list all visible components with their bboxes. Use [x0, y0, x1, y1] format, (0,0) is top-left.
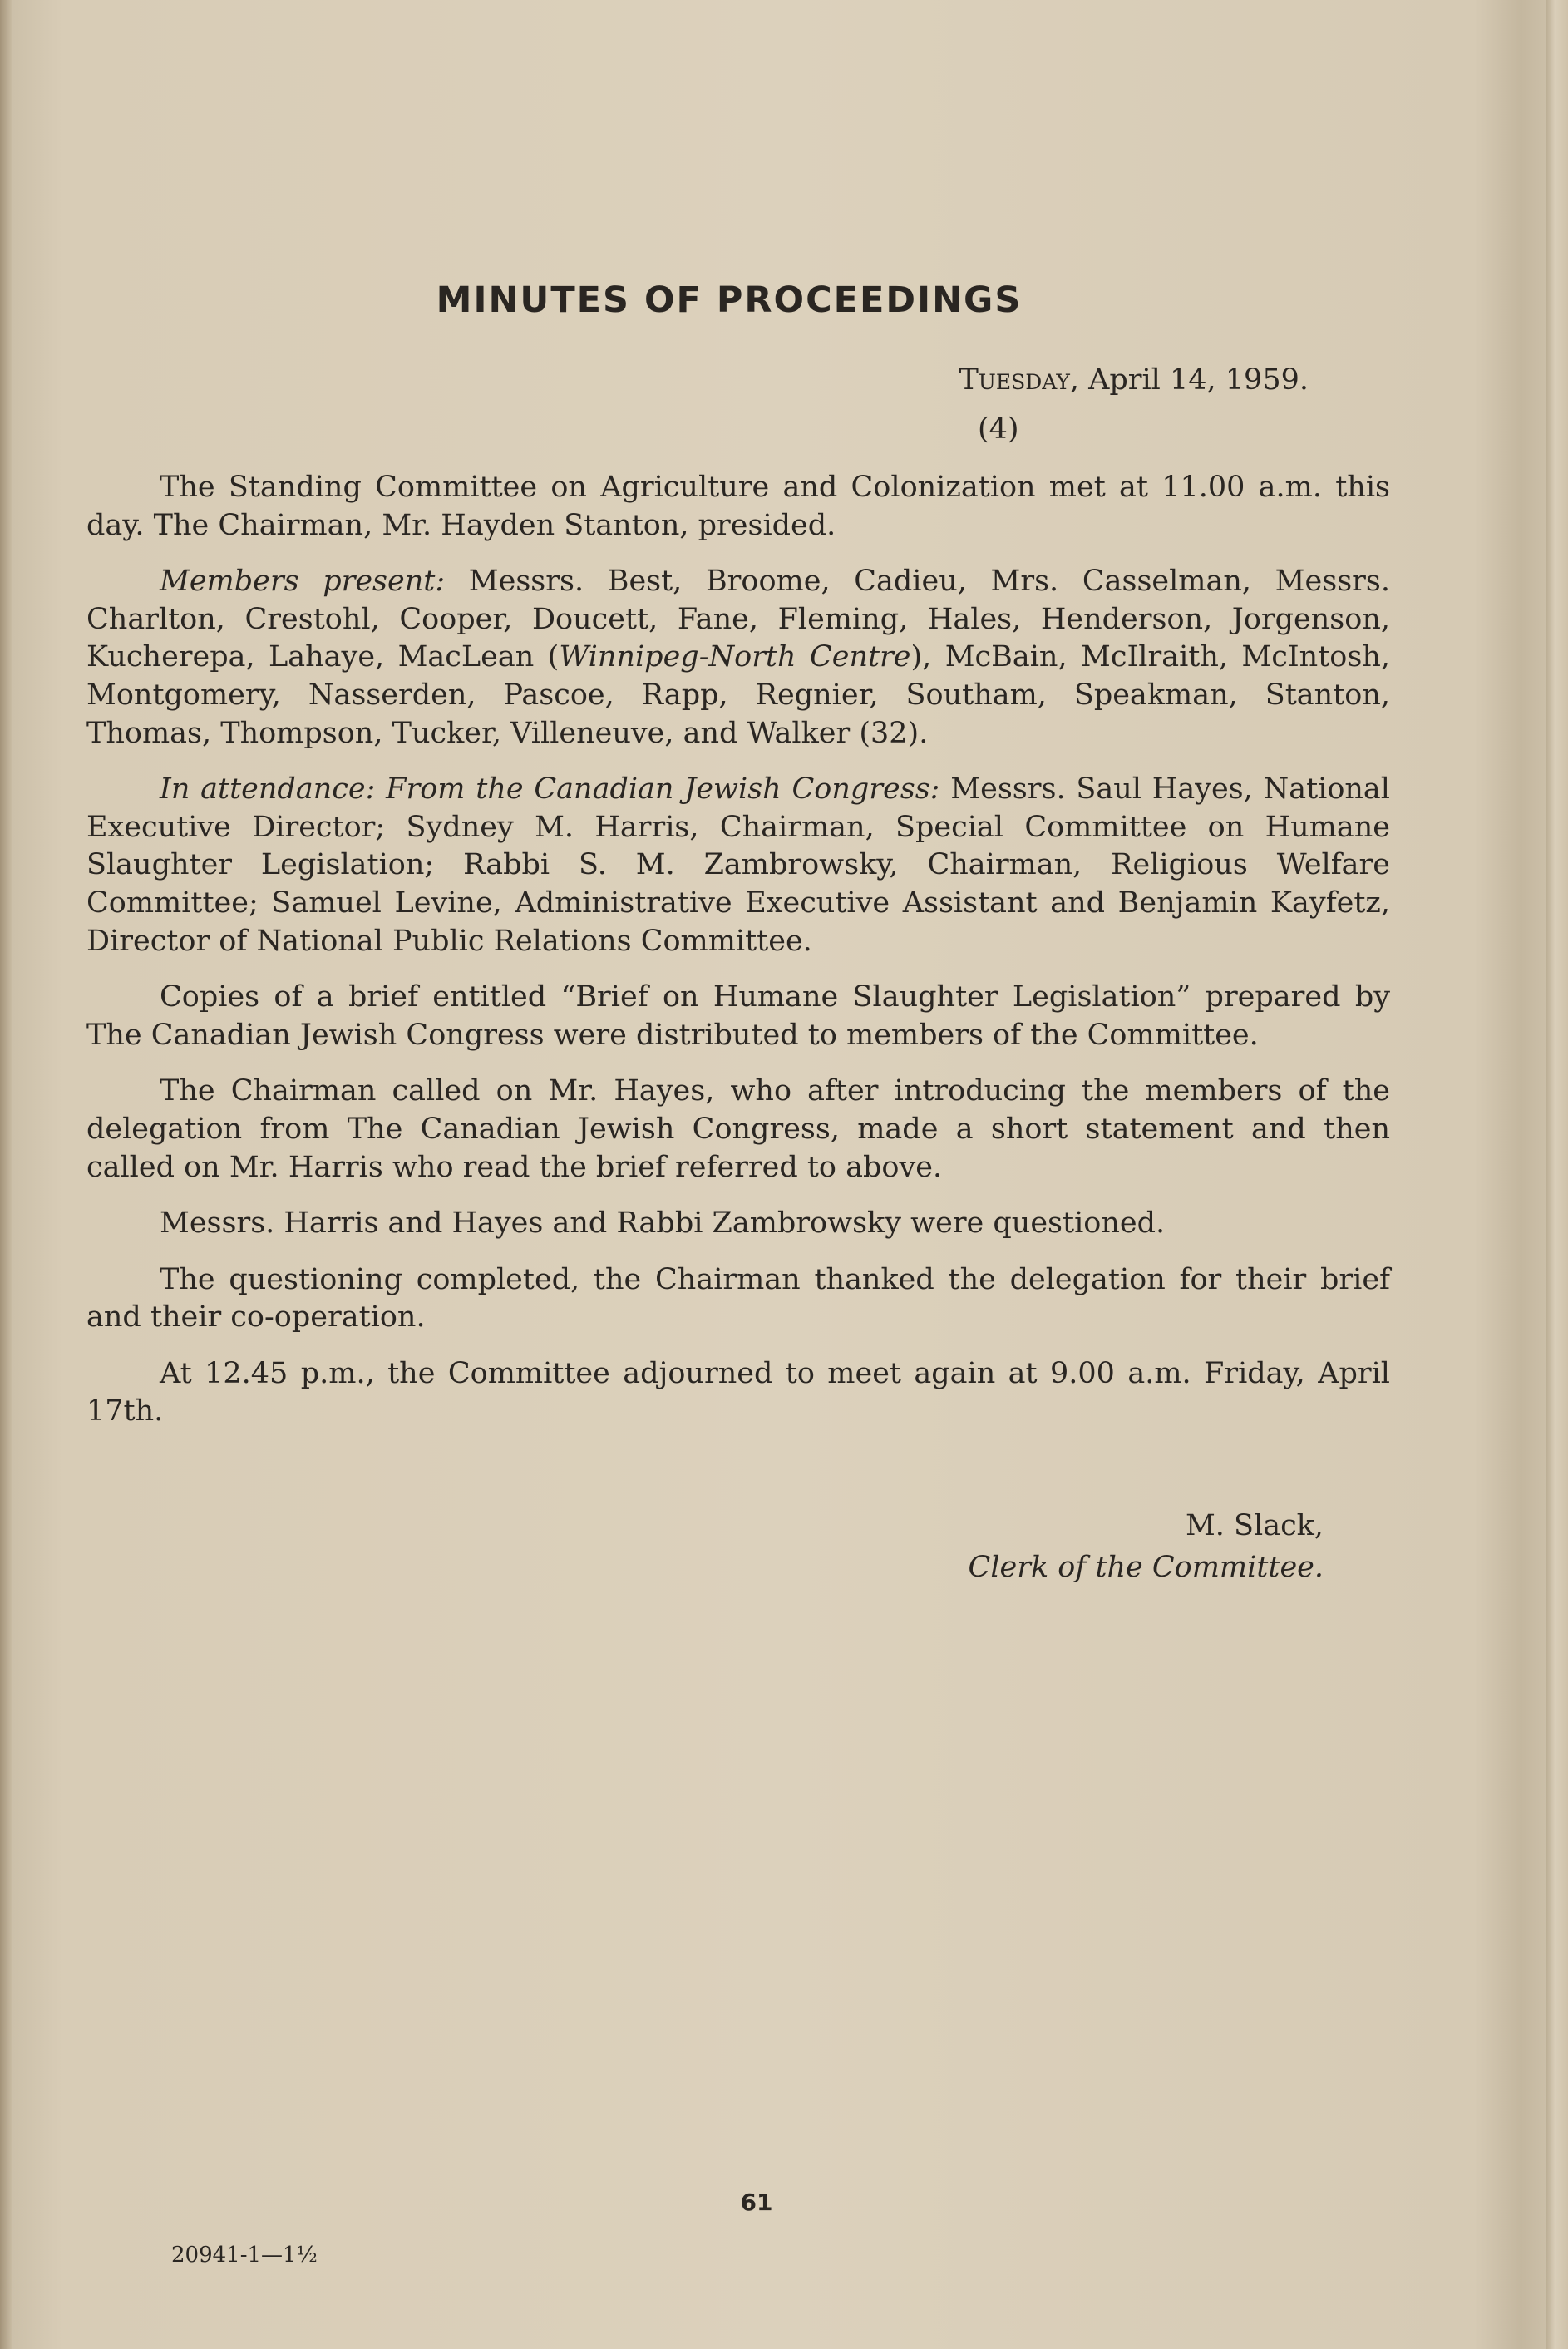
- page-right-edge: [1546, 0, 1568, 2349]
- attendance-paragraph: [86, 771, 1390, 960]
- members-list-part-b: ), McBain, McIlraith, McIntosh, Montgomery, Nasserden, Pascoe, Rapp, Regnier, Southam, Speakman, Stanton, Thomas, Thompson, Tucker, Villeneuve, and Walker (32).: [86, 640, 1390, 750]
- meeting-day: Tuesday: [959, 363, 1070, 397]
- meeting-date: [959, 363, 1309, 397]
- attendance-label: In attendance: From the Canadian Jewish Congress:: [160, 772, 940, 807]
- meeting-number: (4): [978, 412, 1019, 446]
- adjournment-paragraph: At 12.45 p.m., the Committee adjourned to meet again at 9.00 a.m. Friday, April 17th.: [86, 1356, 1390, 1429]
- print-code: 20941-1—1½: [171, 2243, 318, 2268]
- opening-paragraph: The Standing Committee on Agriculture and Colonization met at 11.00 a.m. this day. The Chairman, Mr. Hayden Stanton, presided.: [86, 471, 1390, 542]
- brief-paragraph: Copies of a brief entitled “Brief on Humane Slaughter Legislation” prepared by The Canadian Jewish Congress were distributed to members of the Committee.: [86, 980, 1390, 1052]
- signatory-title: Clerk of the Committee.: [968, 1551, 1324, 1584]
- page-left-edge: [0, 0, 12, 2349]
- attendance-list: Messrs. Saul Hayes, National Executive Director; Sydney M. Harris, Chairman, Special Committee on Humane Slaughter Legislation; Rabbi S. M. Zambrowsky, Chairman, Religious Welfare Committee; Samuel Levine, Administrative Executive Assistant and Benjamin Kayfetz, Director of National Public Relations Committee.: [86, 772, 1390, 958]
- meeting-date-rest: , April 14, 1959.: [1069, 363, 1309, 397]
- members-present-paragraph: [86, 563, 1390, 753]
- questioned-paragraph: Messrs. Harris and Hayes and Rabbi Zambrowsky were questioned.: [160, 1207, 1166, 1241]
- page-number: 61: [740, 2189, 773, 2216]
- questioning-completed-paragraph: The questioning completed, the Chairman thanked the delegation for their brief and their co-operation.: [86, 1262, 1390, 1335]
- chairman-paragraph: The Chairman called on Mr. Hayes, who after introducing the members of the delegation from The Canadian Jewish Congress, made a short statement and then called on Mr. Harris who read the brief referred to above.: [86, 1074, 1390, 1184]
- members-present-label: Members present:: [160, 565, 446, 599]
- riding-name: Winnipeg-North Centre: [559, 640, 911, 674]
- page-title: MINUTES OF PROCEEDINGS: [436, 279, 1023, 321]
- signatory-name: M. Slack,: [1185, 1509, 1324, 1542]
- members-list-part-a: Messrs. Best, Broome, Cadieu, Mrs. Casselman, Messrs. Charlton, Crestohl, Cooper, Doucett, Fane, Fleming, Hales, Henderson, Jorgenson, Kucherepa, Lahaye, MacLean (: [86, 565, 1390, 674]
- signature-block: [969, 1505, 1324, 1588]
- minutes-body: [86, 469, 1390, 1449]
